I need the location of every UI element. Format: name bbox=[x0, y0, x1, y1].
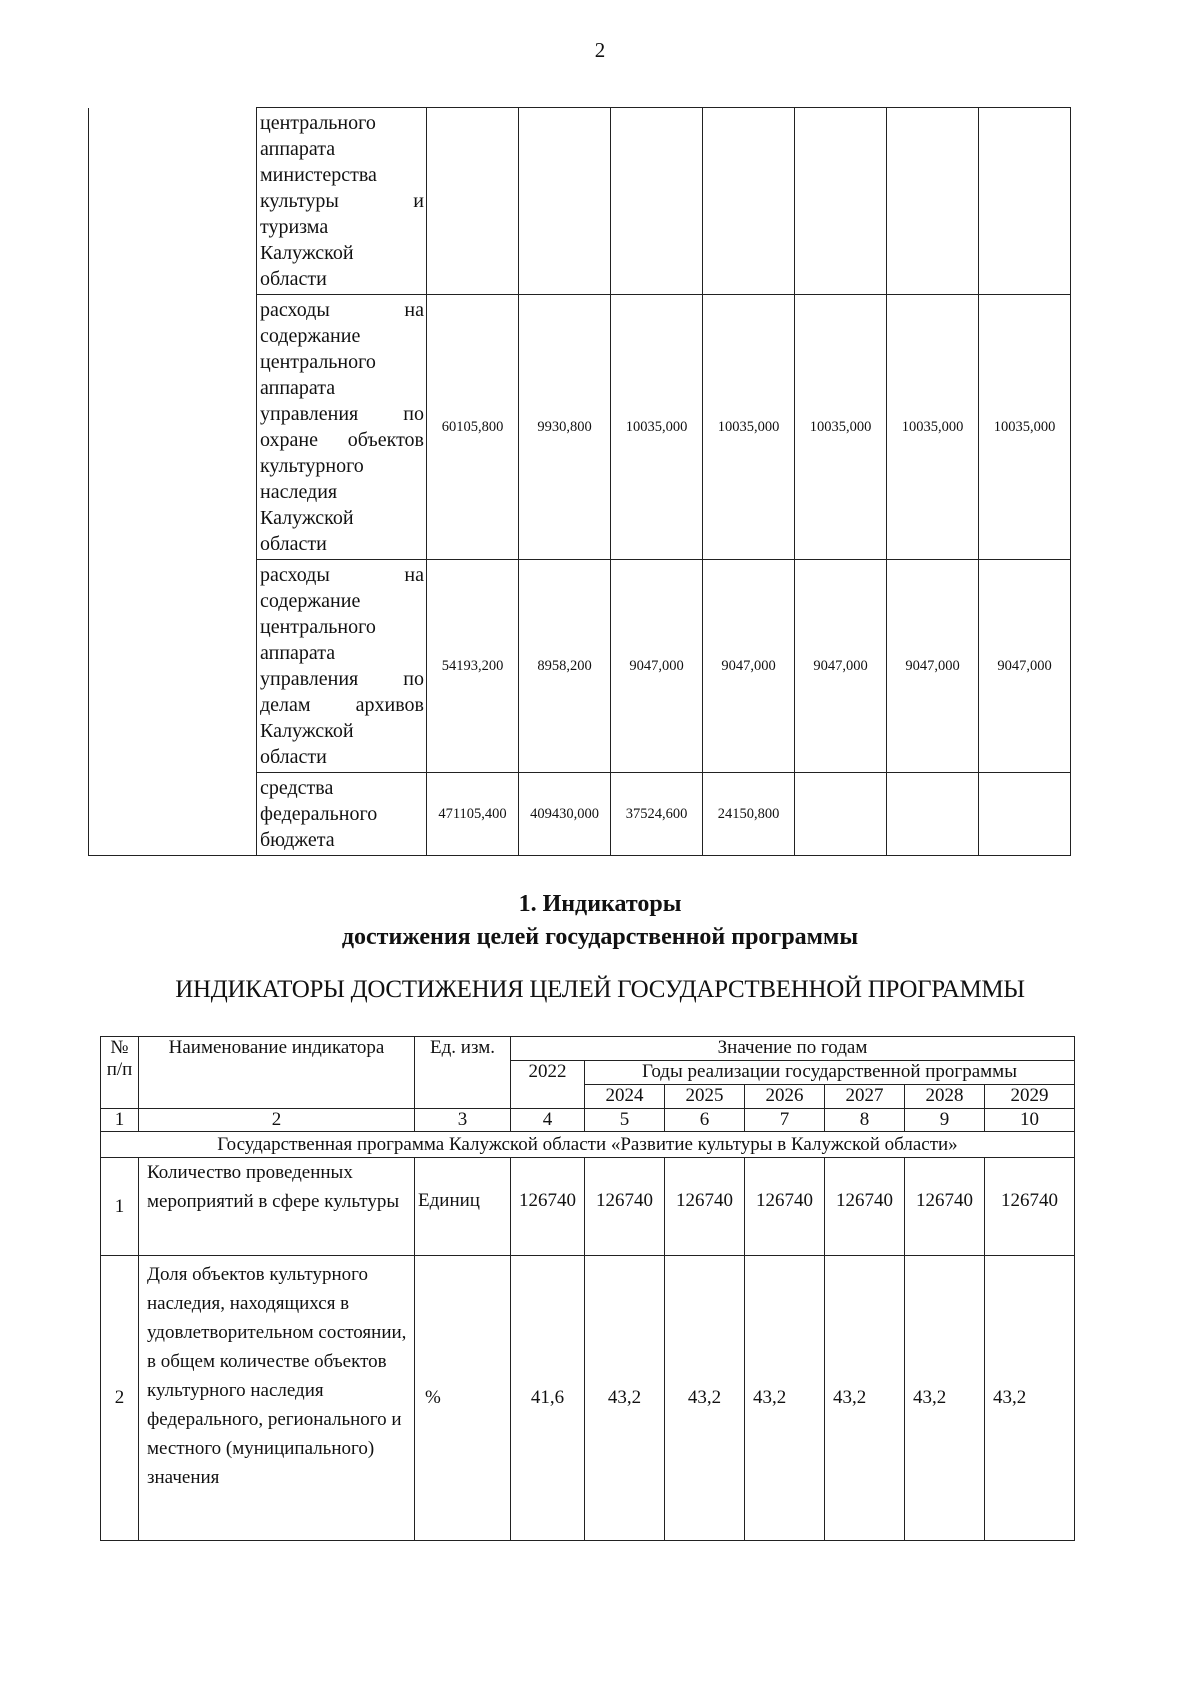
funding-value-cell: 60105,800 bbox=[427, 295, 519, 560]
column-number: 8 bbox=[825, 1109, 905, 1132]
header-unit: Ед. изм. bbox=[415, 1037, 511, 1109]
indicators-table bbox=[100, 1036, 1075, 1541]
funding-value-cell: 9930,800 bbox=[519, 295, 611, 560]
funding-value-cell bbox=[519, 108, 611, 295]
row-1-value: 126740 bbox=[585, 1158, 665, 1256]
header-num-label: № п/п bbox=[106, 1037, 133, 1080]
funding-table bbox=[88, 107, 1071, 856]
row-1-unit: Единиц bbox=[415, 1158, 511, 1256]
funding-row-description: расходы на содержание центрального аппарата управления по делам архивов Калужской области bbox=[257, 560, 427, 773]
funding-value-cell: 37524,600 bbox=[611, 773, 703, 856]
funding-blank-column bbox=[89, 108, 257, 856]
funding-value-cell bbox=[795, 108, 887, 295]
row-2-value: 43,2 bbox=[825, 1256, 905, 1541]
funding-value-cell bbox=[887, 108, 979, 295]
row-1-value: 126740 bbox=[825, 1158, 905, 1256]
header-year: 2029 bbox=[985, 1085, 1075, 1109]
funding-row-description: расходы на содержание центрального аппарата управления по охране объектов культурного наследия Калужской области bbox=[257, 295, 427, 560]
row-2-name: Доля объектов культурного наследия, находящихся в удовлетворительном состоянии, в общем количестве объектов культурного наследия федерального, регионального и местного (муниципального) значения bbox=[139, 1256, 415, 1541]
funding-value-cell: 409430,000 bbox=[519, 773, 611, 856]
funding-row bbox=[89, 108, 1071, 295]
header-name: Наименование индикатора bbox=[139, 1037, 415, 1109]
section-subtitle: ИНДИКАТОРЫ ДОСТИЖЕНИЯ ЦЕЛЕЙ ГОСУДАРСТВЕННОЙ ПРОГРАММЫ bbox=[175, 976, 1025, 1003]
row-1-value: 126740 bbox=[905, 1158, 985, 1256]
funding-value-cell bbox=[611, 108, 703, 295]
row-2-value: 43,2 bbox=[745, 1256, 825, 1541]
column-number: 7 bbox=[745, 1109, 825, 1132]
funding-value-cell: 54193,200 bbox=[427, 560, 519, 773]
column-number: 10 bbox=[985, 1109, 1075, 1132]
funding-value-cell: 8958,200 bbox=[519, 560, 611, 773]
funding-value-cell: 10035,000 bbox=[795, 295, 887, 560]
header-year: 2024 bbox=[585, 1085, 665, 1109]
program-row: Государственная программа Калужской области «Развитие культуры в Калужской области» bbox=[101, 1132, 1075, 1158]
funding-value-cell bbox=[887, 773, 979, 856]
header-values-by-year: Значение по годам bbox=[511, 1037, 1075, 1061]
row-2-value: 43,2 bbox=[905, 1256, 985, 1541]
funding-row-description: центрального аппарата министерства культуры и туризма Калужской области bbox=[257, 108, 427, 295]
row-1-num: 1 bbox=[101, 1158, 139, 1256]
funding-value-cell bbox=[427, 108, 519, 295]
funding-value-cell bbox=[979, 108, 1071, 295]
page-number: 2 bbox=[594, 38, 606, 62]
funding-value-cell: 9047,000 bbox=[795, 560, 887, 773]
funding-value-cell: 9047,000 bbox=[703, 560, 795, 773]
funding-value-cell: 10035,000 bbox=[611, 295, 703, 560]
funding-value-cell: 9047,000 bbox=[611, 560, 703, 773]
funding-value-cell: 10035,000 bbox=[979, 295, 1071, 560]
section-title-line1: 1. Индикаторы bbox=[518, 891, 682, 917]
funding-value-cell bbox=[703, 108, 795, 295]
funding-value-cell: 9047,000 bbox=[887, 560, 979, 773]
header-year: 2027 bbox=[825, 1085, 905, 1109]
column-number: 6 bbox=[665, 1109, 745, 1132]
row-1-value: 126740 bbox=[985, 1158, 1075, 1256]
row-1-name: Количество проведенных мероприятий в сфере культуры bbox=[139, 1158, 415, 1256]
row-2-value: 41,6 bbox=[511, 1256, 585, 1541]
funding-value-cell bbox=[795, 773, 887, 856]
funding-value-cell: 10035,000 bbox=[887, 295, 979, 560]
column-number: 1 bbox=[101, 1109, 139, 1132]
funding-value-cell bbox=[979, 773, 1071, 856]
header-num bbox=[101, 1037, 139, 1109]
header-program-years: Годы реализации государственной программы bbox=[585, 1061, 1075, 1085]
header-year: 2028 bbox=[905, 1085, 985, 1109]
column-number: 9 bbox=[905, 1109, 985, 1132]
row-2-num: 2 bbox=[101, 1256, 139, 1541]
column-number: 2 bbox=[139, 1109, 415, 1132]
funding-value-cell: 9047,000 bbox=[979, 560, 1071, 773]
section-title bbox=[0, 888, 1200, 954]
row-1-value: 126740 bbox=[745, 1158, 825, 1256]
row-2-value: 43,2 bbox=[585, 1256, 665, 1541]
funding-value-cell: 10035,000 bbox=[703, 295, 795, 560]
funding-value-cell: 24150,800 bbox=[703, 773, 795, 856]
row-2-value: 43,2 bbox=[985, 1256, 1075, 1541]
column-number: 5 bbox=[585, 1109, 665, 1132]
row-1-value: 126740 bbox=[665, 1158, 745, 1256]
row-2-value: 43,2 bbox=[665, 1256, 745, 1541]
column-number: 3 bbox=[415, 1109, 511, 1132]
column-number: 4 bbox=[511, 1109, 585, 1132]
section-title-line2: достижения целей государственной программы bbox=[341, 924, 859, 950]
row-2-unit: % bbox=[415, 1256, 511, 1541]
row-1-value: 126740 bbox=[511, 1158, 585, 1256]
funding-value-cell: 471105,400 bbox=[427, 773, 519, 856]
header-year: 2025 bbox=[665, 1085, 745, 1109]
header-base-year: 2022 bbox=[511, 1061, 585, 1109]
header-year: 2026 bbox=[745, 1085, 825, 1109]
funding-row-description: средства федерального бюджета bbox=[257, 773, 427, 856]
